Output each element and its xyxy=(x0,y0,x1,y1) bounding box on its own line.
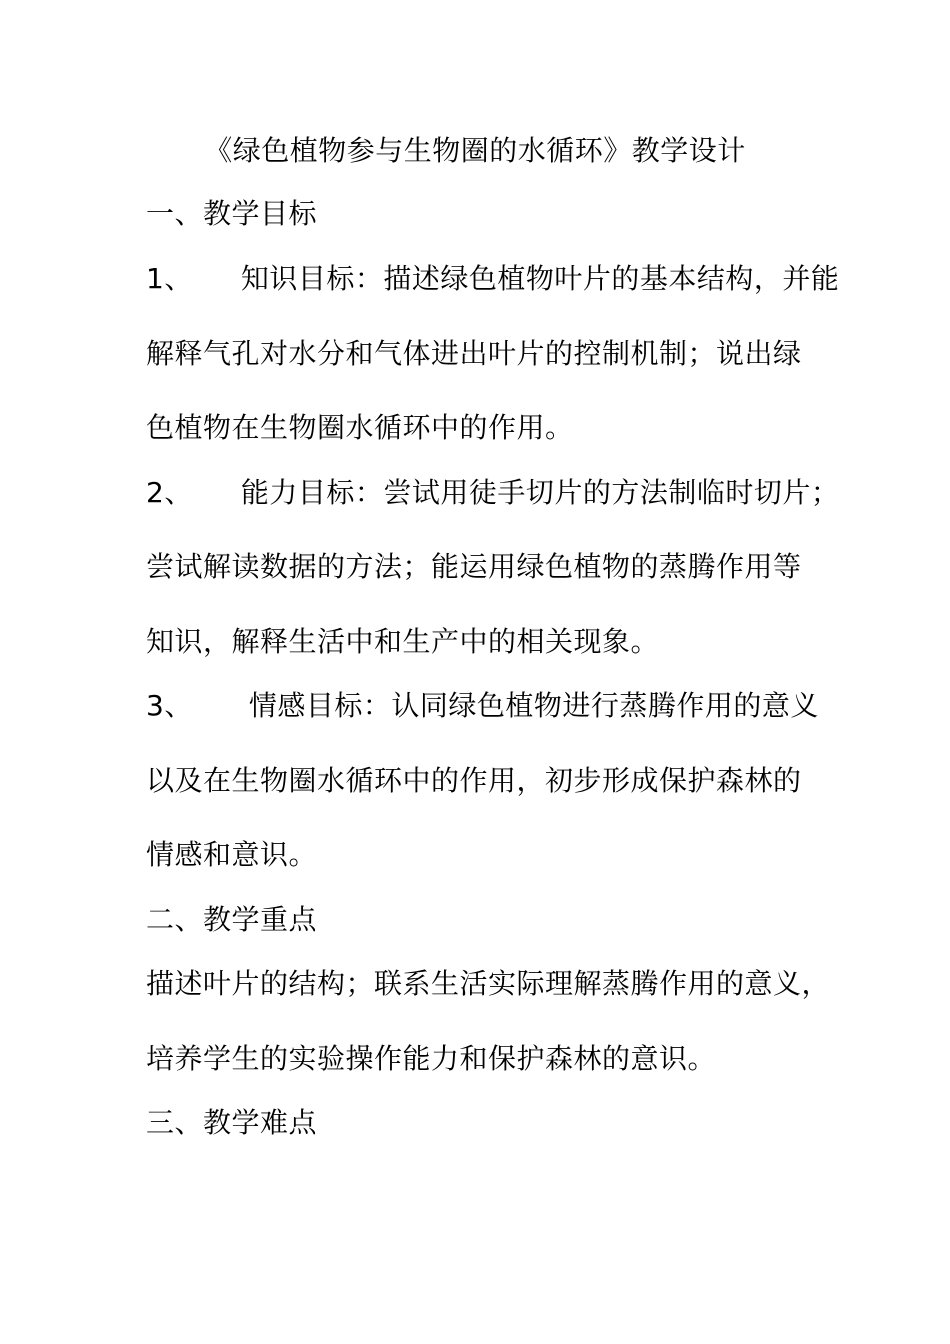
section-heading-difficulties: 三、教学难点 xyxy=(146,1106,318,1139)
objective-3-line-1 xyxy=(146,688,846,724)
objective-2-line-2: 尝试解读数据的方法；能运用绿色植物的蒸腾作用等 xyxy=(146,550,802,583)
objective-2-text: 能力目标：尝试用徒手切片的方法制临时切片； xyxy=(240,476,840,509)
objective-3-line-3: 情感和意识。 xyxy=(146,838,318,871)
key-points-line-2: 培养学生的实验操作能力和保护森林的意识。 xyxy=(146,1042,717,1075)
objective-2-number: 2、 xyxy=(146,476,193,509)
key-points-line-1: 描述叶片的结构；联系生活实际理解蒸腾作用的意义， xyxy=(146,967,831,1000)
objective-1-line-1 xyxy=(146,261,846,297)
objective-3-number: 3、 xyxy=(146,689,193,722)
objective-2-line-1 xyxy=(146,475,846,511)
objective-1-text: 知识目标：描述绿色植物叶片的基本结构，并能 xyxy=(240,262,840,295)
objective-3-line-2: 以及在生物圈水循环中的作用，初步形成保护森林的 xyxy=(146,764,802,797)
document-title: 《绿色植物参与生物圈的水循环》教学设计 xyxy=(204,134,746,167)
objective-1-line-2: 解释气孔对水分和气体进出叶片的控制机制；说出绿 xyxy=(146,337,802,370)
objective-2-line-3: 知识，解释生活中和生产中的相关现象。 xyxy=(146,625,660,658)
section-heading-key-points: 二、教学重点 xyxy=(146,903,318,936)
section-heading-objectives: 一、教学目标 xyxy=(146,197,318,230)
objective-1-line-3: 色植物在生物圈水循环中的作用。 xyxy=(146,411,574,444)
objective-3-text: 情感目标：认同绿色植物进行蒸腾作用的意义 xyxy=(248,689,819,722)
objective-1-number: 1、 xyxy=(146,262,193,295)
